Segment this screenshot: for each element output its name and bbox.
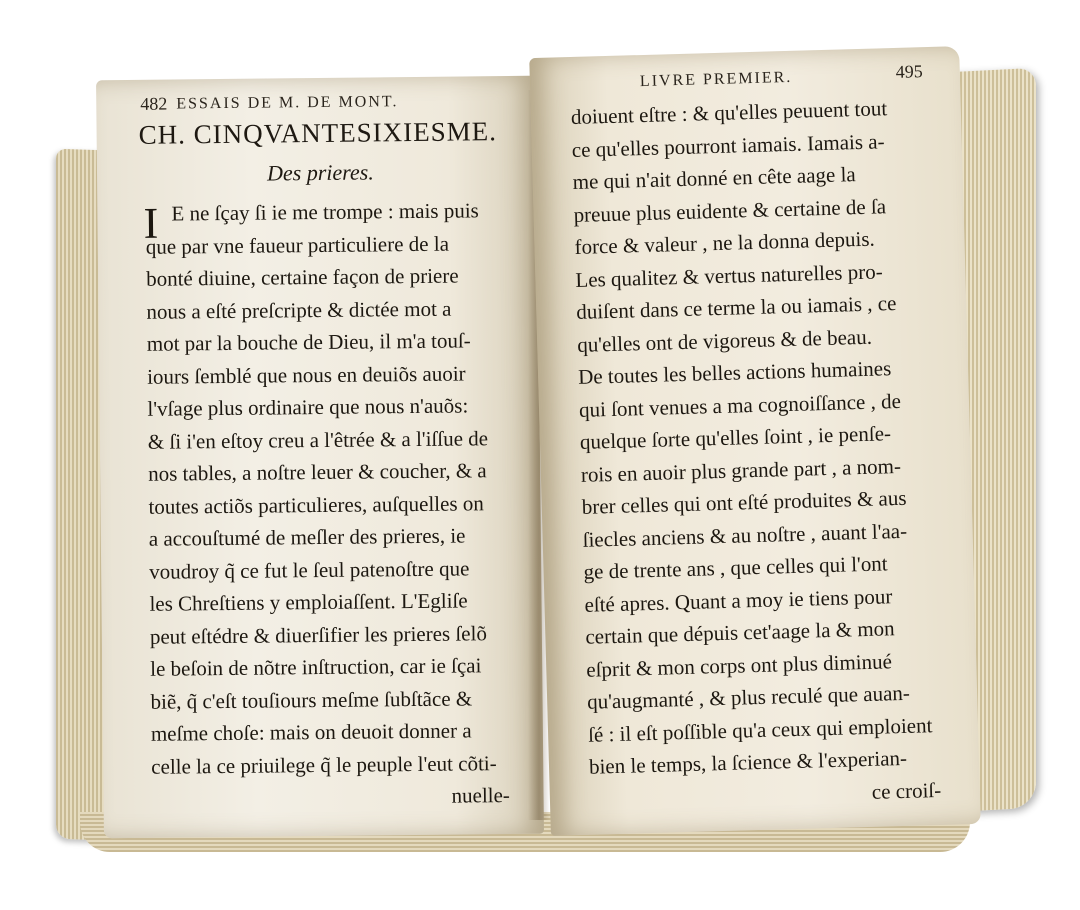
text-line: Les qualitez & vertus naturelles pro- xyxy=(575,258,883,292)
text-line: bien le temps, la ſcience & l'experian- xyxy=(588,745,908,779)
drop-cap: I xyxy=(143,198,159,248)
text-line: doiuent eſtre : & qu'elles peuuent tout xyxy=(570,96,888,130)
left-page-text xyxy=(145,194,510,815)
text-line: qu'augmanté , & plus reculé que auan- xyxy=(586,680,911,714)
running-head: LIVRE PREMIER. xyxy=(639,68,793,91)
text-line: qui ſont venues a ma cognoiſſance , de xyxy=(578,388,902,422)
text-line: ſé : il eſt poſſible qu'a ceux qui emploient xyxy=(587,712,933,747)
text-line: preuue plus euidente & certaine de ſa xyxy=(573,193,887,227)
chapter-title: CH. CINQVANTESIXIESME. xyxy=(138,116,498,150)
text-line: ge de trente ans , que celles qui l'ont xyxy=(583,551,888,584)
text-line: ce croiſ- xyxy=(871,777,942,804)
text-line: le beſoin de nõtre inſtruction, car ie ſçai xyxy=(150,653,482,681)
text-line: les Chreſtiens y emploiaſſent. L'Egliſe xyxy=(149,588,468,616)
text-line: ſiecles anciens & au noſtre , auant l'aa- xyxy=(582,518,908,552)
page-number: 482 xyxy=(140,93,168,114)
text-line: rois en auoir plus grande part , a nom- xyxy=(580,453,902,487)
text-line: brer celles qui ont eſté produites & aus xyxy=(581,485,907,519)
text-line: eſprit & mon corps ont plus diminué xyxy=(585,648,893,682)
right-page-text xyxy=(570,91,941,816)
text-line: ce qu'elles pourront iamais. Iamais a- xyxy=(571,128,885,162)
text-line: iours ſemblé que nous en deuiõs auoir xyxy=(147,360,466,389)
text-line: celle la ce priuilege q̃ le peuple l'eut cõti- xyxy=(151,750,497,779)
text-line: certain que dépuis cet'aage la & mon xyxy=(585,616,895,649)
text-line: nous a eſté preſcripte & dictée mot a xyxy=(146,296,452,324)
text-line: De toutes les belles actions humaines xyxy=(577,356,892,389)
text-line: E ne ſçay ſi ie me trompe : mais puis xyxy=(171,198,479,226)
text-line: meſme choſe: mais on deuoit donner a xyxy=(150,718,472,746)
chapter-subtitle: Des prieres. xyxy=(266,159,374,186)
text-line: force & valeur , ne la donna depuis. xyxy=(574,226,876,259)
text-line: duiſent dans ce terme la ou iamais , ce xyxy=(575,291,897,324)
text-line: biẽ, q̃ c'eſt touſiours meſme ſubſtãce & xyxy=(150,685,473,714)
text-line: nuelle- xyxy=(451,783,510,808)
text-line: mot par la bouche de Dieu, il m'a touſ- xyxy=(146,328,471,356)
running-head: ESSAIS DE M. DE MONT. xyxy=(176,93,399,113)
left-page xyxy=(96,76,544,839)
text-line: toutes actiõs particulieres, auſquelles on xyxy=(148,490,484,519)
text-line: quelque ſorte qu'elles ſoint , ie penſe- xyxy=(579,421,892,454)
page-number: 495 xyxy=(895,61,924,82)
text-line: a accouſtumé de meſler des prieres, ie xyxy=(148,523,466,551)
right-page xyxy=(529,46,981,836)
text-line: l'vſage plus ordinaire que nous n'auõs: xyxy=(147,393,469,421)
text-line: & ſi i'en eſtoy creu a l'êtrée & a l'iſſue de xyxy=(147,425,489,454)
text-line: qu'elles ont de vigoreus & de beau. xyxy=(576,324,873,357)
text-line: voudroy q̃ ce fut le ſeul patenoſtre que xyxy=(149,555,470,584)
text-line: que par vne faueur particuliere de la xyxy=(145,231,450,259)
text-line: eſté apres. Quant a moy ie tiens pour xyxy=(584,583,893,617)
text-line: nos tables, a noſtre leuer & coucher, & a xyxy=(148,458,487,486)
text-line: bonté diuine, certaine façon de priere xyxy=(145,263,459,291)
text-line: me qui n'ait donné en cête aage la xyxy=(572,162,856,194)
text-line: peut eſtédre & diuerſifier les prieres ſelõ xyxy=(149,620,488,649)
